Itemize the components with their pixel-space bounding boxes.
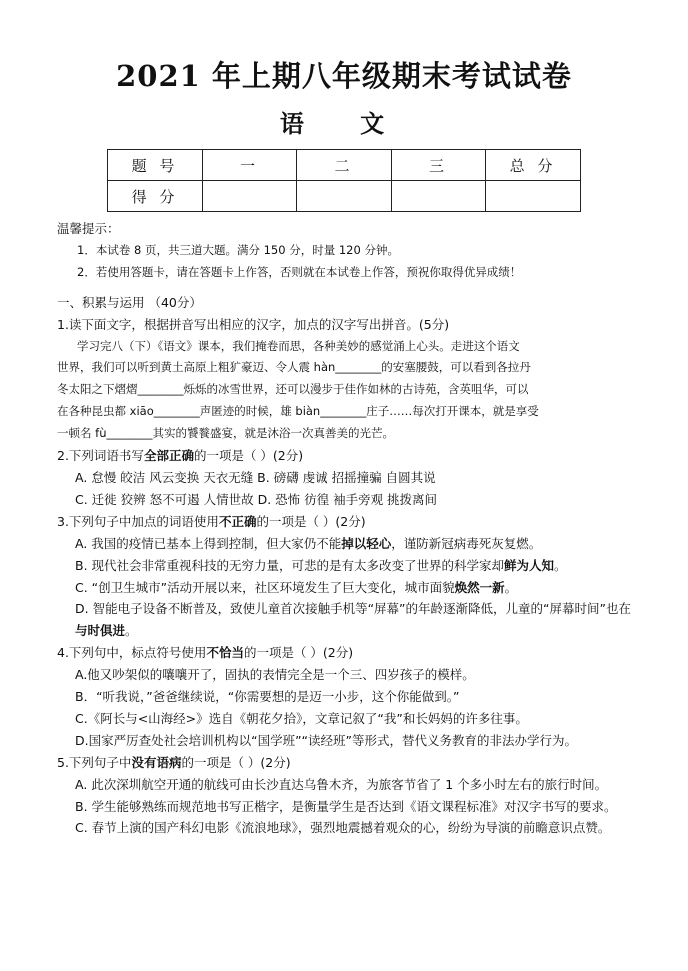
q4-stem: 4.下列句中，标点符号使用不恰当的一项是（ ）(2分) <box>57 645 354 661</box>
score-header-part-3: 三 <box>392 150 486 181</box>
q2-key-phrase: 全部正确 <box>143 448 194 464</box>
score-header-part-2: 二 <box>297 150 392 181</box>
q3-key-phrase: 不正确 <box>218 513 257 529</box>
q5-option-a: A. 此次深圳航空开通的航线可由长沙直达乌鲁木齐，为旅客节省了 1 个多小时左右的旅行时间。 <box>75 776 608 792</box>
q3-option-d-term: 与时俱进 <box>75 623 126 639</box>
q5-key-phrase: 没有语病 <box>131 754 182 770</box>
score-header-label: 题 号 <box>108 150 203 181</box>
score-cell-part-1[interactable] <box>203 181 297 212</box>
score-table-score-row <box>108 181 581 212</box>
q1-passage-line: 在各种昆虫都 xiāo________声匿迹的时候，雄 biàn________庄子……每次打开课本，就是享受 <box>57 404 539 419</box>
score-table <box>107 149 581 212</box>
notice-item-2: 2．若使用答题卡，请在答题卡上作答，否则就在本试卷上作答，预祝你取得优异成绩！ <box>77 264 522 279</box>
score-header-part-1: 一 <box>203 150 297 181</box>
q4-option-d: D.国家严厉查处社会培训机构以“国学班”“读经班”等形式，替代义务教育的非法办学行为。 <box>75 732 578 748</box>
q3-option-b-term: 鲜为人知 <box>504 557 555 573</box>
q5-option-c: C. 春节上演的国产科幻电影《流浪地球》，强烈地震撼着观众的心，纷纷为导演的前瞻意识点赞。 <box>75 820 611 836</box>
q1-passage-line: 冬太阳之下熠熠________烁烁的冰雪世界，还可以漫步于佳作如林的古诗苑，含英咀华，可以 <box>57 382 529 397</box>
q3-option-c-term: 焕然一新 <box>454 579 505 595</box>
notice-item-1: 1．本试卷 8 页，共三道大题。满分 150 分，时量 120 分钟。 <box>77 242 399 257</box>
notice-heading: 温馨提示： <box>57 221 120 236</box>
q2-options-ab: A. 怠慢 皎洁 风云变换 天衣无缝 B. 磅礴 虔诚 招摇撞骗 自圆其说 <box>75 469 436 485</box>
q1-stem: 1.读下面文字，根据拼音写出相应的汉字，加点的汉字写出拼音。(5分) <box>57 316 450 332</box>
score-cell-part-3[interactable] <box>392 181 486 212</box>
q1-passage-line: 一顿名 fù________其实的饕餮盛宴，就是沐浴一次真善美的光芒。 <box>57 426 394 441</box>
q3-option-c: C. “创卫生城市”活动开展以来，社区环境发生了巨大变化，城市面貌焕然一新。 <box>75 579 518 595</box>
q3-option-b: B. 现代社会非常重视科技的无穷力量，可悲的是有太多改变了世界的科学家却鲜为人知。 <box>75 557 567 573</box>
subject-title: 语 文 <box>279 109 409 138</box>
q4-option-b: B．“听我说，”爸爸继续说，“你需要想的是迈一小步，这个你能做到。” <box>75 689 460 705</box>
score-table-header-row <box>108 150 581 181</box>
q3-option-d: D. 智能电子设备不断普及，致使儿童首次接触手机等“屏幕”的年龄逐渐降低，儿童的“屏幕时间”也在与时俱进。 <box>75 601 631 639</box>
q5-stem: 5.下列句子中没有语病的一项是（ ）(2分) <box>57 754 291 770</box>
section-1-heading: 一、积累与运用 （40分） <box>57 294 202 310</box>
score-cell-total[interactable] <box>486 181 581 212</box>
exam-body <box>57 218 642 839</box>
q4-option-a: A.他又吵架似的嚷嚷开了，固执的表情完全是一个三、四岁孩子的模样。 <box>75 667 475 683</box>
q3-option-a-term: 掉以轻心 <box>341 535 392 551</box>
score-row-label: 得 分 <box>108 181 203 212</box>
q3-option-a: A. 我国的疫情已基本上得到控制，但大家仍不能掉以轻心，谨防新冠病毒死灰复燃。 <box>75 535 542 551</box>
score-cell-part-2[interactable] <box>297 181 392 212</box>
q5-option-b: B. 学生能够熟练而规范地书写正楷字，是衡量学生是否达到《语文课程标准》对汉字书写的要求。 <box>75 798 617 814</box>
q1-passage-line: 学习完八（下）《语文》课本，我们掩卷而思，各种美妙的感觉涌上心头。走进这个语文 <box>77 338 520 353</box>
score-header-total: 总 分 <box>486 150 581 181</box>
q2-stem: 2.下列词语书写全部正确的一项是（ ）(2分) <box>57 448 304 464</box>
q2-options-cd: C. 迁徙 狡辨 怒不可遏 人情世故 D. 恐怖 彷徨 袖手旁观 挑拨离间 <box>75 491 438 507</box>
q4-option-c: C.《阿长与<山海经>》选自《朝花夕拾》，文章记叙了“我”和长妈妈的许多往事。 <box>75 710 528 726</box>
q4-key-phrase: 不恰当 <box>206 645 244 661</box>
exam-title: 2021 年上期八年级期末考试试卷 <box>116 59 572 93</box>
q1-passage-line: 世界，我们可以听到黄土高原上粗犷豪迈、令人震 hàn________的安塞腰鼓，可以看到各拉丹 <box>57 360 531 375</box>
q3-stem: 3.下列句子中加点的词语使用不正确的一项是（ ）(2分) <box>57 513 366 529</box>
